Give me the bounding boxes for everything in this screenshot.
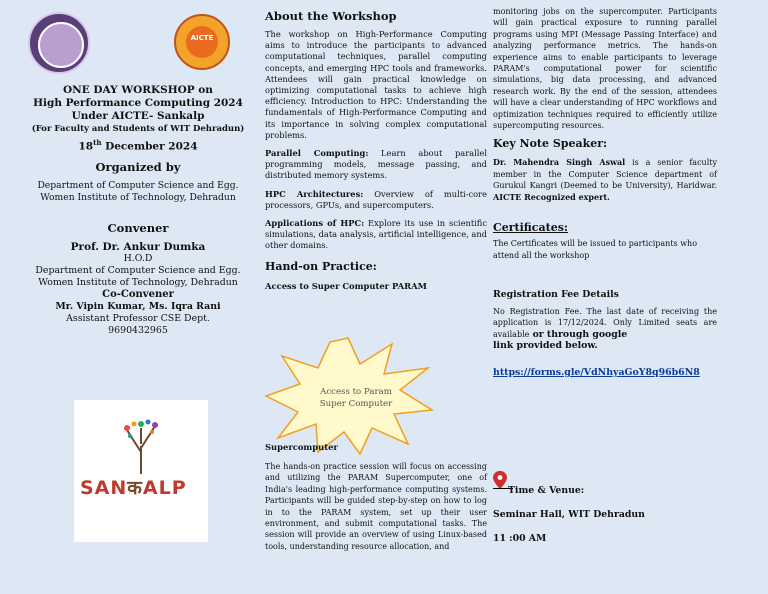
middle-column bbox=[265, 6, 487, 291]
about-heading: About the Workshop bbox=[265, 9, 397, 23]
sankalp-wordmark: SANकALP bbox=[80, 477, 187, 499]
workshop-subject: High Performance Computing 2024 bbox=[33, 97, 243, 109]
coconvener-names: Mr. Vipin Kumar, Ms. Iqra Rani bbox=[55, 301, 221, 312]
reg-text: No Registration Fee. The last date of receiving the application is 17/12/2024. Only Limited seats are available or through google bbox=[493, 306, 717, 340]
access-heading: Access to Super Computer PARAM bbox=[265, 280, 427, 291]
phone-number: 9690432965 bbox=[108, 325, 168, 336]
convener-name: Prof. Dr. Ankur Dumka bbox=[70, 241, 206, 253]
right-column bbox=[493, 6, 717, 379]
convener-block: Prof. Dr. Ankur Dumka H.O.D Department of Computer Science and Egg. Women Institute of Technology, Dehradun Co-Convener Mr. Vipin Kumar, Ms. Iqra Rani Assistant Professor CSE Dept. 9690432965 bbox=[22, 241, 254, 337]
organized-heading: Organized by bbox=[95, 160, 181, 174]
starburst-callout bbox=[260, 334, 436, 458]
aicte-logo: AICTE bbox=[174, 14, 230, 70]
cert-heading: Certificates: bbox=[493, 221, 568, 235]
workshop-audience: (For Faculty and Students of WIT Dehradun) bbox=[31, 124, 245, 134]
reg-heading: Registration Fee Details bbox=[493, 288, 619, 300]
supercomputer-section bbox=[265, 442, 487, 552]
convener-role: H.O.D bbox=[123, 253, 153, 264]
keynote-heading: Key Note Speaker: bbox=[493, 137, 608, 151]
super-heading: Supercomputer bbox=[265, 442, 338, 452]
parallel-item: Parallel Computing: Learn about parallel programming models, message passing, and distributed memory systems. bbox=[265, 148, 487, 181]
arch-item: HPC Architectures: Overview of multi-core processors, GPUs, and supercomputers. bbox=[265, 188, 488, 210]
super-text: The hands-on practice session will focus on accessing and utilizing the PARAM Supercomputer, one of India's leading high-performance computing systems. Participants will be guided step-by-step on how to log in to the PARAM system, set up their user environment, and submit computational tasks. The session will provide an overview of using Linux-based tools, understanding resource allocation, and bbox=[265, 462, 487, 551]
tree-icon bbox=[122, 418, 160, 474]
organized-text: Department of Computer Science and Egg. Women Institute of Technology, Dehradun bbox=[37, 180, 239, 203]
reg-link-line: link provided below. bbox=[493, 340, 598, 352]
sankalp-logo bbox=[74, 400, 208, 542]
continued-text: monitoring jobs on the supercomputer. Participants will gain practical exposure to running parallel programs using MPI (Message Passing Interface) and analyzing performance metrics. The hands-on experience aims to enable participants to leverage PARAM's computational power for scientific simulations, big data processing, and advanced research work. By the end of the session, attendees will have a clear understanding of HPC workflows and optimization techniques required to efficiently utilize supercomputing resources. bbox=[493, 7, 717, 131]
cert-text: The Certificates will be issued to participants who attend all the workshop bbox=[493, 239, 698, 260]
apps-item: Applications of HPC: Explore its use in scientific simulations, data analysis, artificial intelligence, and other domains. bbox=[265, 218, 487, 251]
workshop-date: 18th December 2024 bbox=[78, 138, 198, 153]
keynote-text: Dr. Mahendra Singh Aswal is a senior faculty member in the Computer Science department of Gurukul Kangri (Deemed to be University), Haridwar. AICTE Recognized expert. bbox=[493, 157, 717, 202]
handson-heading: Hand-on Practice: bbox=[265, 259, 377, 273]
about-text: The workshop on High-Performance Computing aims to introduce the participants to advanced computational techniques, parallel computing concepts, and emerging HPC tools and frameworks. Attendees will gain practical knowledge on optimizing computational tasks to achieve high efficiency. Introduction to HPC: Understanding the fundamentals of High-Performance Computing and its importance in solving complex computational problems. bbox=[265, 29, 487, 140]
coconvener-role: Assistant Professor CSE Dept. bbox=[66, 313, 210, 324]
registration-link[interactable]: https://forms.gle/VdNhyaGoY8q96b6N8 bbox=[493, 367, 700, 379]
university-logo bbox=[28, 12, 90, 74]
venue-time: 11 :00 AM bbox=[493, 533, 547, 544]
workshop-under: Under AICTE- Sankalp bbox=[71, 110, 205, 122]
workshop-title: ONE DAY WORKSHOP on bbox=[63, 84, 213, 96]
star-text-1: Access to Param bbox=[320, 387, 392, 397]
convener-heading: Convener bbox=[107, 221, 169, 235]
location-pin-icon bbox=[493, 471, 507, 489]
workshop-title-block bbox=[22, 84, 254, 154]
star-text-2: Super Computer bbox=[319, 399, 393, 409]
venue-place: Seminar Hall, WIT Dehradun bbox=[493, 509, 645, 520]
venue-heading: Time & Venue: bbox=[508, 485, 585, 496]
coconvener-heading: Co-Convener bbox=[102, 289, 174, 300]
